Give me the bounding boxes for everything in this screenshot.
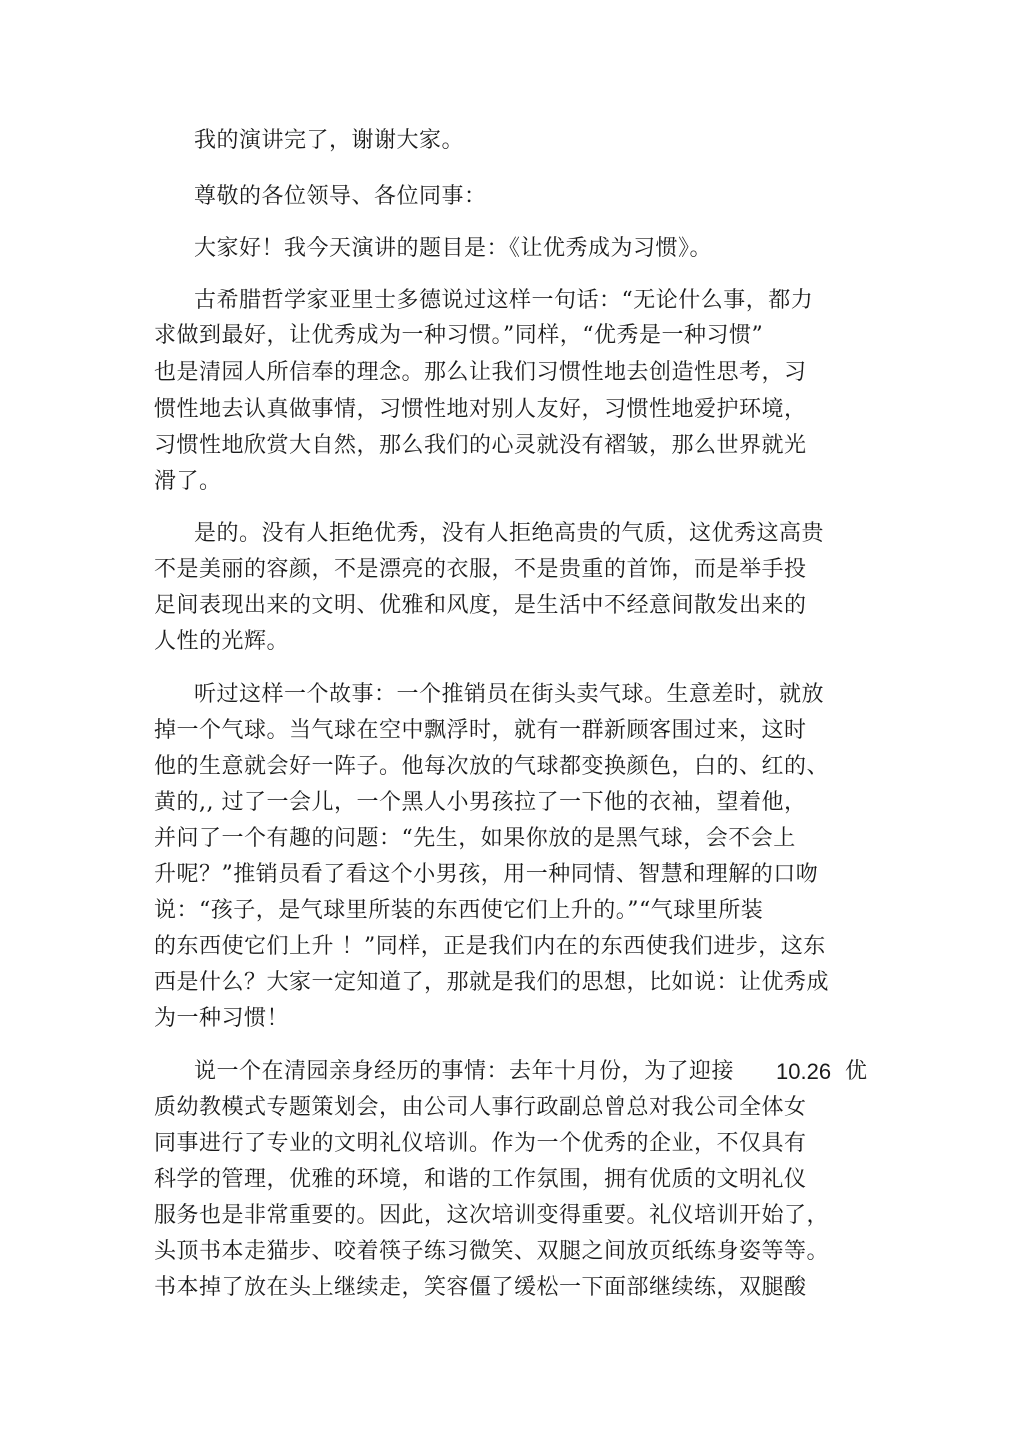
paragraph-balloon-story-line: 他的生意就会好一阵子。他每次放的气球都变换颜色，白的、红的、: [154, 754, 830, 779]
paragraph-balloon-story-line: 并问了一个有趣的问题：“先生，如果你放的是黑气球，会不会上: [154, 826, 796, 851]
paragraph-balloon-story-line: 听过这样一个故事：一个推销员在街头卖气球。生意差时，就放: [194, 682, 825, 707]
paragraph-closing-line: 我的演讲完了，谢谢大家。: [194, 128, 465, 153]
paragraph-aristotle-line: 求做到最好，让优秀成为一种习惯。”同样，“优秀是一种习惯”: [154, 323, 764, 348]
paragraph-balloon-story-line: 的东西使它们上升 ！”同样，正是我们内在的东西使我们进步，这东: [154, 934, 826, 959]
paragraph-nobility-line: 不是美丽的容颜，不是漂亮的衣服，不是贵重的首饰，而是举手投: [154, 557, 807, 582]
paragraph-etiquette-line: 同事进行了专业的文明礼仪培训。作为一个优秀的企业，不仅具有: [154, 1131, 807, 1156]
paragraph-etiquette-first-line-tail: 优: [845, 1059, 868, 1084]
paragraph-aristotle-line: 惯性地去认真做事情，习惯性地对别人友好，习惯性地爱护环境，: [154, 397, 807, 422]
paragraph-balloon-story-line: 说：“孩子，是气球里所装的东西使它们上升的。”“气球里所装: [154, 898, 764, 923]
paragraph-nobility-line: 人性的光辉。: [154, 629, 290, 654]
paragraph-aristotle-line: 滑了。: [154, 469, 222, 494]
paragraph-balloon-story-line: 西是什么？大家一定知道了，那就是我们的思想，比如说：让优秀成: [154, 970, 830, 995]
paragraph-balloon-story-line: 掉一个气球。当气球在空中飘浮时，就有一群新顾客围过来，这时: [154, 718, 807, 743]
paragraph-etiquette-line: 质幼教模式专题策划会，由公司人事行政副总曾总对我公司全体女: [154, 1095, 807, 1120]
paragraph-balloon-story-line: 黄的,, 过了一会儿，一个黑人小男孩拉了一下他的衣袖，望着他，: [154, 790, 807, 815]
paragraph-balloon-story-line: 为一种习惯！: [154, 1006, 290, 1031]
paragraph-aristotle-line: 习惯性地欣赏大自然，那么我们的心灵就没有褶皱，那么世界就光: [154, 433, 807, 458]
paragraph-nobility-line: 是的。没有人拒绝优秀，没有人拒绝高贵的气质，这优秀这高贵: [194, 521, 825, 546]
paragraph-etiquette-line: 书本掉了放在头上继续走，笑容僵了缓松一下面部继续练，双腿酸: [154, 1275, 807, 1300]
paragraph-etiquette-line: 头顶书本走猫步、咬着筷子练习微笑、双腿之间放页纸练身姿等等。: [154, 1239, 830, 1264]
paragraph-etiquette-date-number: 10.26: [776, 1059, 832, 1084]
paragraph-balloon-story-line: 升呢？”推销员看了看这个小男孩，用一种同情、智慧和理解的口吻: [154, 862, 819, 887]
paragraph-etiquette-line: 科学的管理，优雅的环境，和谐的工作氛围，拥有优质的文明礼仪: [154, 1167, 807, 1192]
paragraph-salutation-line: 尊敬的各位领导、各位同事：: [194, 184, 487, 209]
paragraph-aristotle-line: 古希腊哲学家亚里士多德说过这样一句话：“无论什么事，都力: [194, 288, 814, 313]
paragraph-etiquette-line: 服务也是非常重要的。因此，这次培训变得重要。礼仪培训开始了，: [154, 1203, 830, 1228]
paragraph-etiquette-first-line: 说一个在清园亲身经历的事情：去年十月份，为了迎接: [194, 1059, 735, 1084]
paragraph-nobility-line: 足间表现出来的文明、优雅和风度，是生活中不经意间散发出来的: [154, 593, 807, 618]
paragraph-title-line: 大家好！我今天演讲的题目是：《让优秀成为习惯》。: [194, 236, 713, 261]
paragraph-aristotle-line: 也是清园人所信奉的理念。那么让我们习惯性地去创造性思考，习: [154, 360, 807, 385]
